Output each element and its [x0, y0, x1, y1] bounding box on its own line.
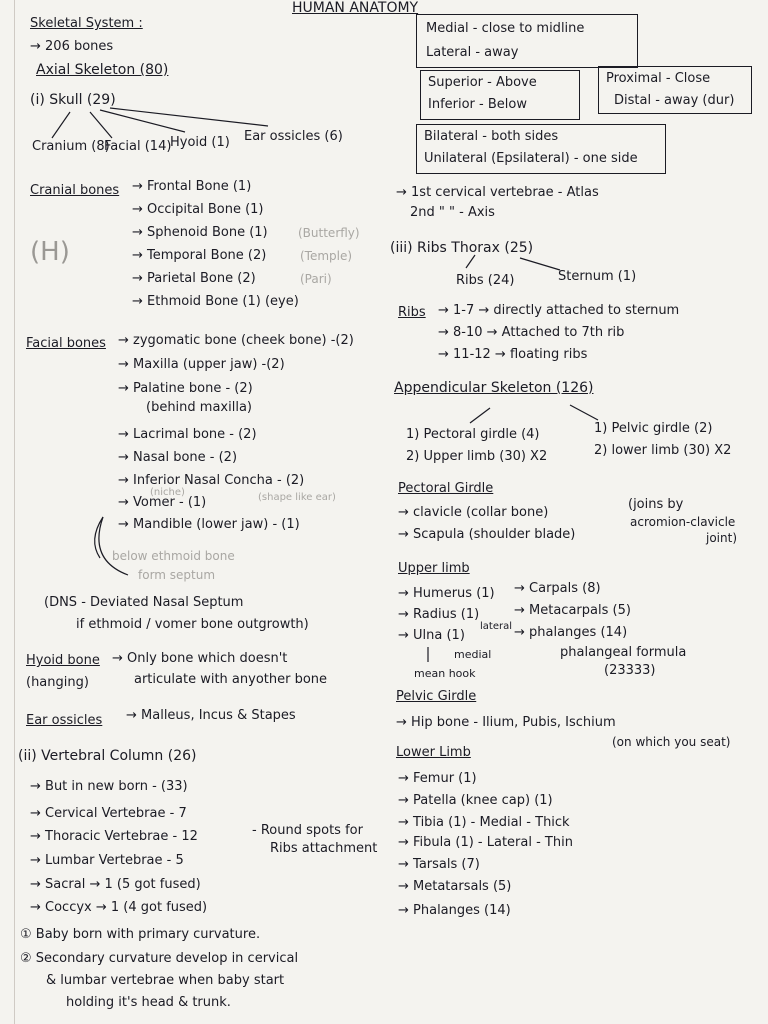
- sphenoid-note: (Butterfly): [298, 226, 360, 240]
- facial-item: (behind maxilla): [146, 400, 252, 415]
- hyoid-hanging: (hanging): [26, 675, 89, 690]
- pectoral-item: → Scapula (shoulder blade): [398, 527, 576, 542]
- phalangeal-formula-value: (23333): [604, 663, 656, 678]
- ribs-item: → 11-12 → floating ribs: [438, 347, 588, 362]
- cranial-item: → Sphenoid Bone (1): [132, 225, 268, 240]
- thorax-heading: (iii) Ribs Thorax (25): [390, 240, 534, 256]
- upper-limb-heading: Upper limb: [398, 561, 470, 576]
- vomer-note: (niche): [150, 487, 185, 498]
- appendicular-item: 1) Pectoral girdle (4): [406, 427, 540, 442]
- ear-ossicles-text: → Malleus, Incus & Stapes: [126, 708, 296, 723]
- skull-part-hyoid: Hyoid (1): [170, 135, 230, 150]
- big-h-doodle: (H): [30, 237, 70, 267]
- ribs-item: → 8-10 → Attached to 7th rib: [438, 325, 625, 340]
- atlas-note: → 1st cervical vertebrae - Atlas: [396, 185, 599, 200]
- appendicular-item: 2) lower limb (30) X2: [594, 443, 732, 458]
- upper-limb-item: → Humerus (1): [398, 586, 495, 601]
- unilateral-definition: Unilateral (Epsilateral) - one side: [424, 151, 638, 166]
- round-spots-note-2: Ribs attachment: [270, 841, 378, 856]
- page-title: HUMAN ANATOMY: [292, 0, 419, 16]
- pectoral-heading: Pectoral Girdle: [398, 481, 494, 496]
- cranial-item: → Frontal Bone (1): [132, 179, 252, 194]
- thorax-part-sternum: Sternum (1): [558, 269, 637, 284]
- medial-definition: Medial - close to midline: [426, 21, 585, 36]
- lateral-definition: Lateral - away: [426, 45, 519, 60]
- ear-ossicles-label: Ear ossicles: [26, 713, 103, 728]
- hyoid-text-1: → Only bone which doesn't: [112, 651, 288, 666]
- curvature-note-2b: & lumbar vertebrae when baby start: [46, 973, 285, 988]
- mean-hook-note: mean hook: [414, 667, 476, 680]
- cranial-item: → Occipital Bone (1): [132, 202, 264, 217]
- dns-line-1: (DNS - Deviated Nasal Septum: [44, 595, 244, 610]
- vertebra-item: → Coccyx → 1 (4 got fused): [30, 900, 208, 915]
- skull-heading: (i) Skull (29): [30, 92, 116, 108]
- axis-note: 2nd " " - Axis: [410, 205, 495, 220]
- curvature-note-2a: ② Secondary curvature develop in cervical: [20, 951, 299, 966]
- upper-limb-item: → Radius (1): [398, 607, 480, 622]
- facial-label: Facial bones: [26, 336, 106, 351]
- upper-limb-item: → Ulna (1): [398, 628, 465, 643]
- upper-limb-item: → Carpals (8): [514, 581, 601, 596]
- facial-item: → Inferior Nasal Concha - (2): [118, 473, 305, 488]
- medial-tag: medial: [454, 648, 492, 661]
- lower-limb-item: → Fibula (1) - Lateral - Thin: [398, 835, 573, 850]
- pectoral-joint-note: joint): [706, 531, 738, 545]
- parietal-note: (Pari): [300, 272, 332, 286]
- hip-bone: → Hip bone - Ilium, Pubis, Ischium: [396, 715, 616, 730]
- facial-item: → Palatine bone - (2): [118, 381, 253, 396]
- pelvic-heading: Pelvic Girdle: [396, 689, 477, 704]
- thorax-part-ribs: Ribs (24): [456, 273, 515, 288]
- vertebra-item: → Lumbar Vertebrae - 5: [30, 853, 184, 868]
- lower-limb-item: → Femur (1): [398, 771, 477, 786]
- axial-heading: Axial Skeleton (80): [36, 62, 169, 78]
- appendicular-item: 1) Pelvic girdle (2): [594, 421, 713, 436]
- pectoral-joint-note: acromion-clavicle: [630, 515, 736, 529]
- cranial-item: → Ethmoid Bone (1) (eye): [132, 294, 299, 309]
- ribs-item: → 1-7 → directly attached to sternum: [438, 303, 680, 318]
- facial-item: → Lacrimal bone - (2): [118, 427, 257, 442]
- cranial-label: Cranial bones: [30, 183, 120, 198]
- facial-item: → zygomatic bone (cheek bone) -(2): [118, 333, 354, 348]
- facial-item: → Nasal bone - (2): [118, 450, 238, 465]
- temporal-note: (Temple): [300, 249, 353, 263]
- vomer-shape-note: (shape like ear): [258, 492, 336, 503]
- cranial-item: → Parietal Bone (2): [132, 271, 256, 286]
- hyoid-text-2: articulate with anyother bone: [134, 672, 328, 687]
- vertebral-heading: (ii) Vertebral Column (26): [18, 748, 197, 764]
- round-spots-note-1: - Round spots for: [252, 823, 363, 838]
- phalangeal-formula-label: phalangeal formula: [560, 645, 687, 660]
- pectoral-item: → clavicle (collar bone): [398, 505, 549, 520]
- ribs-label: Ribs: [398, 305, 426, 320]
- dns-line-2: if ethmoid / vomer bone outgrowth): [76, 617, 309, 632]
- hip-bone-note: (on which you seat): [612, 735, 731, 749]
- facial-item: → Mandible (lower jaw) - (1): [118, 517, 300, 532]
- superior-definition: Superior - Above: [428, 75, 537, 90]
- skull-part-cranium: Cranium (8): [32, 139, 110, 154]
- upper-limb-item: → phalanges (14): [514, 625, 628, 640]
- form-septum-note: form septum: [138, 568, 216, 582]
- upper-limb-item: → Metacarpals (5): [514, 603, 631, 618]
- skull-part-ear-ossicles: Ear ossicles (6): [244, 129, 343, 144]
- pectoral-joint-note: (joins by: [628, 497, 684, 512]
- newborn-count: → But in new born - (33): [30, 779, 188, 794]
- lower-limb-item: → Patella (knee cap) (1): [398, 793, 553, 808]
- lateral-tag: lateral: [480, 621, 512, 632]
- distal-definition: Distal - away (dur): [614, 93, 735, 108]
- proximal-definition: Proximal - Close: [606, 71, 711, 86]
- lower-limb-item: → Metatarsals (5): [398, 879, 512, 894]
- lower-limb-item: → Tibia (1) - Medial - Thick: [398, 815, 570, 830]
- bilateral-definition: Bilateral - both sides: [424, 129, 559, 144]
- skull-part-facial: Facial (14): [104, 139, 172, 154]
- inferior-definition: Inferior - Below: [428, 97, 527, 112]
- vertebra-item: → Cervical Vertebrae - 7: [30, 806, 187, 821]
- below-ethmoid-note: below ethmoid bone: [112, 549, 235, 563]
- cranial-item: → Temporal Bone (2): [132, 248, 267, 263]
- lower-limb-item: → Phalanges (14): [398, 903, 511, 918]
- vertebra-item: → Sacral → 1 (5 got fused): [30, 877, 201, 892]
- facial-item: → Vomer - (1): [118, 495, 207, 510]
- lower-limb-heading: Lower Limb: [396, 745, 471, 760]
- hyoid-label: Hyoid bone: [26, 653, 100, 668]
- vertebra-item: → Thoracic Vertebrae - 12: [30, 829, 198, 844]
- appendicular-heading: Appendicular Skeleton (126): [394, 380, 594, 396]
- curvature-note-2c: holding it's head & trunk.: [66, 995, 231, 1010]
- curvature-note-1: ① Baby born with primary curvature.: [20, 927, 261, 942]
- lower-limb-item: → Tarsals (7): [398, 857, 480, 872]
- appendicular-item: 2) Upper limb (30) X2: [406, 449, 548, 464]
- skeletal-heading: Skeletal System :: [30, 16, 143, 31]
- facial-item: → Maxilla (upper jaw) -(2): [118, 357, 285, 372]
- bones-count: → 206 bones: [30, 39, 114, 54]
